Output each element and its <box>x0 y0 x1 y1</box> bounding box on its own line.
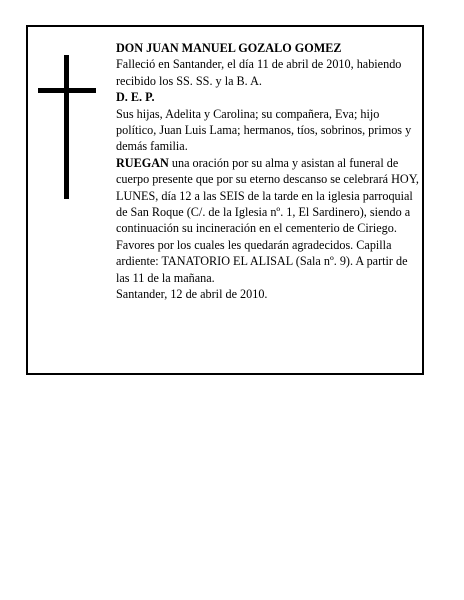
cross-vertical-bar <box>64 55 69 199</box>
funeral-paragraph <box>116 155 420 286</box>
death-announcement: Falleció en Santander, el día 11 de abril de 2010, habiendo recibido los SS. SS. y la B. A. <box>116 57 402 88</box>
obituary-text <box>116 40 420 303</box>
obituary-notice <box>26 25 424 375</box>
ruegan-label: RUEGAN <box>116 155 169 170</box>
rip-abbreviation: D. E. P. <box>116 90 155 105</box>
cross-horizontal-bar <box>38 88 96 93</box>
deceased-name: DON JUAN MANUEL GOZALO GOMEZ <box>116 41 342 55</box>
place-and-date: Santander, 12 de abril de 2010. <box>116 287 268 302</box>
cross-icon <box>38 55 98 199</box>
family-list: Sus hijas, Adelita y Carolina; su compañera, Eva; hijo político, Juan Luis Lama; hermanos, tíos, sobrinos, primos y demás familia. <box>116 106 412 154</box>
funeral-details: una oración por su alma y asistan al funeral de cuerpo presente que por su eterno descanso se celebrará HOY, LUNES, día 12 a las SEIS de la tarde en la iglesia parroquial de San Roque (C/. de la Iglesia nº. 1, El Sardinero), siendo a continuación su incineración en el cementerio de Ciriego. Favores por los cuales les quedarán agradecidos. Capilla ardiente: TANATORIO EL ALISAL (Sala nº. 9). A partir de las 11 de la mañana. <box>116 155 419 285</box>
